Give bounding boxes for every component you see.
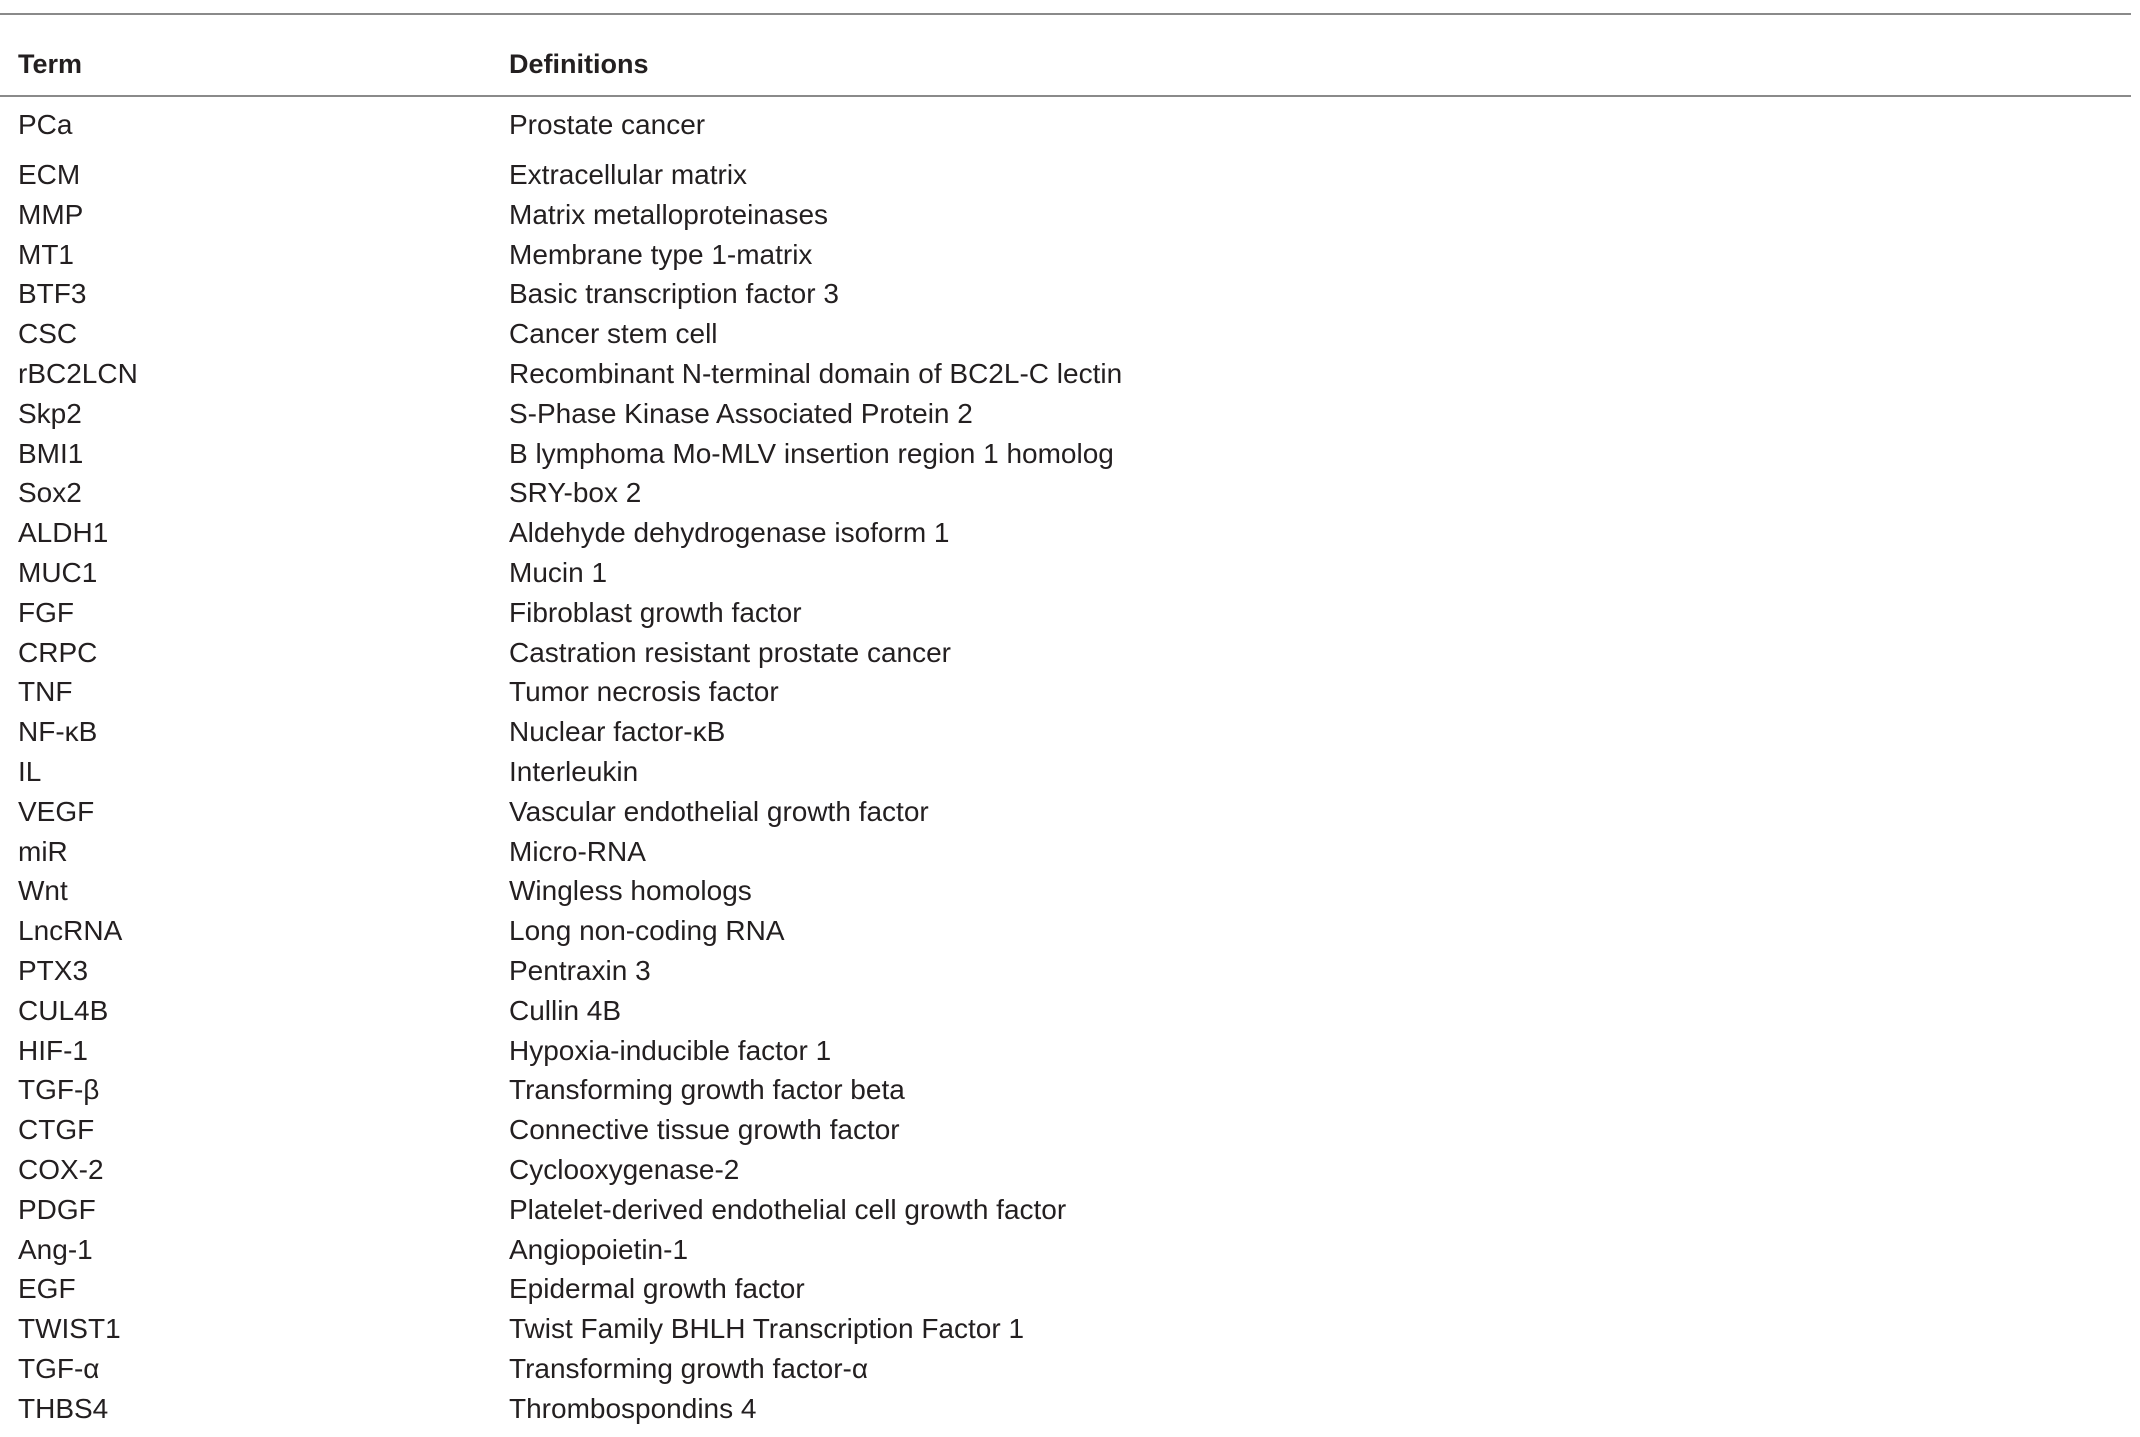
term-cell: Skp2: [18, 397, 82, 429]
definition-cell: Mucin 1: [509, 557, 608, 588]
definition-cell: Membrane type 1-matrix: [509, 238, 813, 270]
definition-cell: Transforming growth factor-α: [509, 1353, 869, 1384]
table-row: [0, 1309, 2131, 1349]
table-row: [0, 473, 2131, 513]
definition-cell: Connective tissue growth factor: [509, 1114, 900, 1146]
table-row: [0, 1230, 2131, 1270]
definition-cell: Tumor necrosis factor: [509, 676, 779, 708]
definition-cell: Thrombospondins 4: [509, 1392, 757, 1424]
term-cell: Wnt: [18, 875, 68, 907]
definition-cell: Vascular endothelial growth factor: [509, 795, 929, 827]
term-cell: PTX3: [18, 955, 89, 986]
table-row: [0, 911, 2131, 951]
definition-cell: SRY-box 2: [509, 477, 642, 509]
term-cell: rBC2LCN: [18, 358, 138, 389]
term-cell: IL: [18, 756, 42, 787]
table-row: [0, 1190, 2131, 1230]
term-cell: ECM: [18, 159, 81, 190]
definition-cell: Angiopoietin-1: [509, 1233, 689, 1265]
term-cell: TNF: [18, 676, 73, 708]
table-row: [0, 274, 2131, 314]
term-cell: BMI1: [18, 437, 84, 469]
definition-cell: Matrix metalloproteinases: [509, 198, 829, 230]
term-cell: TWIST1: [18, 1313, 121, 1345]
term-cell: CRPC: [18, 636, 98, 668]
term-cell: CSC: [18, 318, 78, 350]
term-cell: CTGF: [18, 1114, 95, 1146]
term-cell: VEGF: [18, 795, 95, 827]
term-cell: NF-κB: [18, 716, 98, 748]
definition-cell: Transforming growth factor beta: [509, 1074, 905, 1106]
definition-cell: Nuclear factor-κB: [509, 716, 726, 748]
definition-cell: Prostate cancer: [509, 109, 706, 140]
table-row: [0, 712, 2131, 752]
table-row: [0, 394, 2131, 434]
term-cell: COX-2: [18, 1154, 104, 1185]
table-row: [0, 951, 2131, 991]
table-header-row: [0, 44, 2131, 84]
header-definitions: Definitions: [509, 49, 649, 79]
table-row: [0, 1070, 2131, 1110]
definition-cell: Long non-coding RNA: [509, 915, 785, 947]
definition-cell: Recombinant N-terminal domain of BC2L-C lectin: [509, 358, 1123, 389]
definition-cell: Cyclooxygenase-2: [509, 1154, 740, 1185]
definition-cell: Extracellular matrix: [509, 159, 748, 190]
term-cell: miR: [18, 835, 68, 867]
term-cell: BTF3: [18, 278, 87, 310]
table-row: [0, 1269, 2131, 1309]
definition-cell: Wingless homologs: [509, 875, 752, 907]
definition-cell: Pentraxin 3: [509, 955, 651, 986]
table-row: [0, 513, 2131, 553]
definition-cell: Cullin 4B: [509, 994, 622, 1026]
table-row: [0, 553, 2131, 593]
term-cell: LncRNA: [18, 915, 123, 947]
term-cell: HIF-1: [18, 1034, 88, 1066]
definition-cell: S-Phase Kinase Associated Protein 2: [509, 397, 973, 429]
term-cell: EGF: [18, 1273, 76, 1305]
definition-cell: Platelet-derived endothelial cell growth factor: [509, 1193, 1067, 1225]
term-cell: Ang-1: [18, 1233, 93, 1265]
table-row: [0, 105, 2131, 145]
table-row: [0, 991, 2131, 1031]
table-row: [0, 1031, 2131, 1071]
table-row: [0, 871, 2131, 911]
term-cell: MUC1: [18, 557, 98, 588]
term-cell: MT1: [18, 238, 74, 270]
term-cell: FGF: [18, 596, 74, 628]
term-cell: TGF-α: [18, 1353, 100, 1384]
table-row: [0, 1150, 2131, 1190]
term-cell: THBS4: [18, 1392, 109, 1424]
table-row: [0, 792, 2131, 832]
table-row: [0, 593, 2131, 633]
definition-cell: Aldehyde dehydrogenase isoform 1: [509, 517, 950, 549]
term-cell: PDGF: [18, 1193, 96, 1225]
term-cell: TGF-β: [18, 1074, 100, 1106]
definition-cell: Twist Family BHLH Transcription Factor 1: [509, 1313, 1025, 1345]
definition-cell: Fibroblast growth factor: [509, 596, 802, 628]
term-cell: Sox2: [18, 477, 82, 509]
definition-cell: Hypoxia-inducible factor 1: [509, 1034, 832, 1066]
table-top-rule: [0, 13, 2131, 15]
definition-cell: Castration resistant prostate cancer: [509, 636, 951, 668]
table-row: [0, 155, 2131, 195]
table-row: [0, 752, 2131, 792]
table-row: [0, 1389, 2131, 1429]
table-row: [0, 235, 2131, 275]
table-row: [0, 434, 2131, 474]
definition-cell: Epidermal growth factor: [509, 1273, 805, 1305]
definition-cell: B lymphoma Mo-MLV insertion region 1 homolog: [509, 437, 1114, 469]
table-row: [0, 832, 2131, 872]
term-cell: CUL4B: [18, 994, 109, 1026]
term-cell: MMP: [18, 198, 84, 230]
table-header-rule: [0, 95, 2131, 97]
table-row: [0, 195, 2131, 235]
header-term: Term: [18, 49, 83, 79]
definition-cell: Interleukin: [509, 756, 639, 787]
table-row: [0, 672, 2131, 712]
term-cell: ALDH1: [18, 517, 109, 549]
table-row: [0, 354, 2131, 394]
term-cell: PCa: [18, 109, 73, 140]
table-row: [0, 1349, 2131, 1389]
table-row: [0, 633, 2131, 673]
definition-cell: Cancer stem cell: [509, 318, 718, 350]
definition-cell: Micro-RNA: [509, 835, 646, 867]
definition-cell: Basic transcription factor 3: [509, 278, 839, 310]
table-row: [0, 314, 2131, 354]
table-row: [0, 1110, 2131, 1150]
